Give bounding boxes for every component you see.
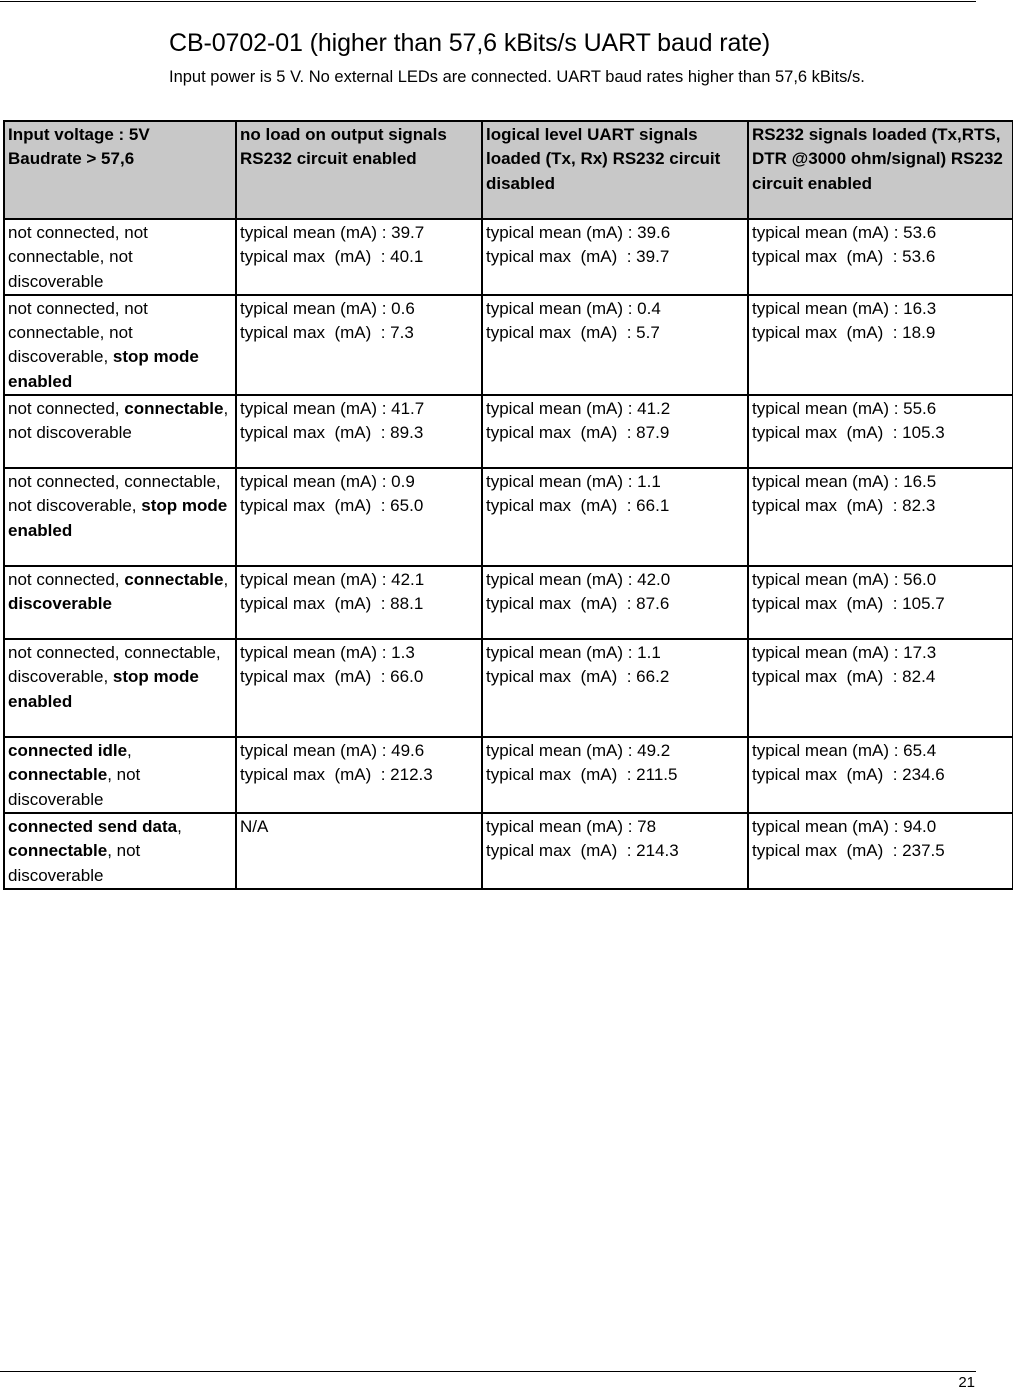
measurement-value: typical mean (mA) : 0.9 xyxy=(240,472,415,492)
measurement-value: typical max (mA) : 65.0 xyxy=(240,496,424,516)
table-row xyxy=(4,566,1013,639)
row-label-segment: not connected, not connectable, not discoverable xyxy=(8,223,148,291)
measurement-cell xyxy=(482,295,748,395)
measurement-value: typical mean (mA) : 49.2 xyxy=(486,741,671,761)
measurement-cell xyxy=(482,566,748,639)
measurement-value: typical mean (mA) : 42.0 xyxy=(486,570,671,590)
measurement-value: typical max (mA) : 234.6 xyxy=(752,765,945,785)
row-label-segment: stop mode enabled xyxy=(8,496,228,540)
row-label-segment: connectable xyxy=(124,570,224,590)
intro-paragraph: Input power is 5 V. No external LEDs are connected. UART baud rates higher than 57,6 kBits/s. xyxy=(169,68,865,86)
row-label-segment: stop mode enabled xyxy=(8,667,199,711)
measurement-value: typical mean (mA) : 1.1 xyxy=(486,472,661,492)
row-label-segment: stop mode enabled xyxy=(8,347,199,391)
measurement-cell xyxy=(236,639,482,737)
measurement-value: typical mean (mA) : 17.3 xyxy=(752,643,937,663)
header-line: RS232 circuit enabled xyxy=(240,149,417,169)
header-rs232-loaded xyxy=(748,121,1013,219)
row-label-segment: , xyxy=(177,816,182,836)
measurement-value: typical max (mA) : 211.5 xyxy=(486,765,678,785)
measurement-cell xyxy=(236,813,482,889)
measurement-cell xyxy=(236,468,482,566)
measurement-value: typical mean (mA) : 16.5 xyxy=(752,472,937,492)
measurement-cell xyxy=(482,468,748,566)
measurement-value: typical mean (mA) : 0.4 xyxy=(486,298,661,318)
measurement-value: typical max (mA) : 53.6 xyxy=(752,247,936,267)
header-line: RS232 signals loaded (Tx,RTS, DTR @3000 ohm/signal) RS232 circuit enabled xyxy=(752,125,1003,193)
measurement-cell xyxy=(748,219,1013,295)
row-label-segment: not connected, xyxy=(8,570,125,590)
measurement-value: N/A xyxy=(240,816,269,836)
row-label-segment: not connected, xyxy=(8,399,125,419)
measurement-cell xyxy=(236,395,482,468)
table-row xyxy=(4,295,1013,395)
measurement-value: typical max (mA) : 7.3 xyxy=(240,323,414,343)
measurement-cell xyxy=(748,639,1013,737)
table-row xyxy=(4,395,1013,468)
measurement-value: typical max (mA) : 40.1 xyxy=(240,247,424,267)
table-row xyxy=(4,737,1013,813)
row-label-segment: , xyxy=(223,570,229,590)
measurement-value: typical mean (mA) : 49.6 xyxy=(240,741,425,761)
row-label-cell xyxy=(4,295,236,395)
measurement-value: typical mean (mA) : 41.7 xyxy=(240,399,425,419)
measurement-cell xyxy=(236,295,482,395)
row-label-cell xyxy=(4,219,236,295)
measurement-value: typical mean (mA) : 39.7 xyxy=(240,223,425,242)
row-label-segment: not connected, not connectable, not discoverable, xyxy=(8,298,148,367)
measurement-cell xyxy=(748,295,1013,395)
measurement-value: typical max (mA) : 66.2 xyxy=(486,667,670,687)
measurement-value: typical mean (mA) : 39.6 xyxy=(486,223,671,242)
measurement-value: typical mean (mA) : 0.6 xyxy=(240,298,415,318)
table-row xyxy=(4,219,1013,295)
measurement-cell xyxy=(748,737,1013,813)
header-uart-loaded xyxy=(482,121,748,219)
row-label-cell xyxy=(4,639,236,737)
measurement-value: typical max (mA) : 237.5 xyxy=(752,841,945,861)
row-label-cell xyxy=(4,468,236,566)
measurement-value: typical mean (mA) : 78 xyxy=(486,816,657,836)
row-label-segment: , not discoverable xyxy=(8,765,141,809)
row-label-cell xyxy=(4,566,236,639)
header-no-load xyxy=(236,121,482,219)
header-line: logical level UART signals loaded (Tx, Rx) RS232 circuit disabled xyxy=(486,125,721,193)
measurement-value: typical mean (mA) : 42.1 xyxy=(240,570,425,590)
measurement-value: typical mean (mA) : 65.4 xyxy=(752,741,937,761)
measurement-cell xyxy=(748,468,1013,566)
measurement-cell xyxy=(482,639,748,737)
row-label-segment: , xyxy=(127,741,132,761)
measurement-cell xyxy=(482,219,748,295)
table-header-row xyxy=(4,121,1013,219)
table-row xyxy=(4,639,1013,737)
measurement-value: typical mean (mA) : 53.6 xyxy=(752,223,937,242)
row-label-segment: not connected, connectable, not discoverable, xyxy=(8,472,221,516)
row-label-segment: connectable xyxy=(8,765,108,785)
row-label-cell xyxy=(4,737,236,813)
measurement-value: typical max (mA) : 105.7 xyxy=(752,594,945,614)
measurement-cell xyxy=(482,395,748,468)
table-row xyxy=(4,468,1013,566)
table-row xyxy=(4,813,1013,889)
measurement-value: typical max (mA) : 82.3 xyxy=(752,496,936,516)
measurement-cell xyxy=(748,813,1013,889)
measurement-value: typical max (mA) : 89.3 xyxy=(240,423,424,443)
header-line: no load on output signals xyxy=(240,125,447,144)
measurement-value: typical mean (mA) : 16.3 xyxy=(752,298,937,318)
measurement-value: typical max (mA) : 87.9 xyxy=(486,423,670,443)
measurement-value: typical mean (mA) : 1.1 xyxy=(486,643,661,663)
measurement-cell xyxy=(482,737,748,813)
measurement-value: typical max (mA) : 66.1 xyxy=(486,496,670,516)
measurement-value: typical max (mA) : 66.0 xyxy=(240,667,424,687)
row-label-segment: discoverable xyxy=(8,594,112,614)
measurement-value: typical max (mA) : 82.4 xyxy=(752,667,936,687)
row-label-cell xyxy=(4,813,236,889)
measurement-value: typical max (mA) : 5.7 xyxy=(486,323,660,343)
header-rule xyxy=(0,1,976,2)
measurement-value: typical max (mA) : 88.1 xyxy=(240,594,424,614)
measurement-value: typical max (mA) : 39.7 xyxy=(486,247,670,267)
row-label-segment: connectable xyxy=(8,841,108,861)
header-line: Baudrate > 57,6 xyxy=(8,149,135,169)
measurement-value: typical max (mA) : 18.9 xyxy=(752,323,936,343)
header-input-voltage xyxy=(4,121,236,219)
footer-rule xyxy=(0,1371,976,1372)
measurement-value: typical max (mA) : 105.3 xyxy=(752,423,945,443)
section-title: CB-0702-01 (higher than 57,6 kBits/s UART baud rate) xyxy=(169,29,771,57)
measurement-cell xyxy=(748,566,1013,639)
measurement-value: typical mean (mA) : 94.0 xyxy=(752,816,937,836)
measurement-value: typical max (mA) : 214.3 xyxy=(486,841,679,861)
measurement-value: typical mean (mA) : 56.0 xyxy=(752,570,937,590)
row-label-segment: , not discoverable xyxy=(8,399,229,443)
current-consumption-table xyxy=(3,120,1013,890)
measurement-value: typical max (mA) : 87.6 xyxy=(486,594,670,614)
measurement-cell xyxy=(482,813,748,889)
row-label-cell xyxy=(4,395,236,468)
measurement-cell xyxy=(748,395,1013,468)
page-number: 21 xyxy=(958,1374,975,1391)
row-label-segment: connected send data xyxy=(8,816,178,836)
measurement-cell xyxy=(236,219,482,295)
row-label-segment: connected idle xyxy=(8,741,128,761)
row-label-segment: connectable xyxy=(124,399,224,419)
measurement-cell xyxy=(236,737,482,813)
measurement-value: typical mean (mA) : 41.2 xyxy=(486,399,671,419)
measurement-cell xyxy=(236,566,482,639)
measurement-value: typical mean (mA) : 55.6 xyxy=(752,399,937,419)
row-label-segment: , not discoverable xyxy=(8,841,141,885)
measurement-value: typical max (mA) : 212.3 xyxy=(240,765,433,785)
header-line: Input voltage : 5V xyxy=(8,125,150,144)
measurement-value: typical mean (mA) : 1.3 xyxy=(240,643,415,663)
row-label-segment: not connected, connectable, discoverable, xyxy=(8,643,221,687)
